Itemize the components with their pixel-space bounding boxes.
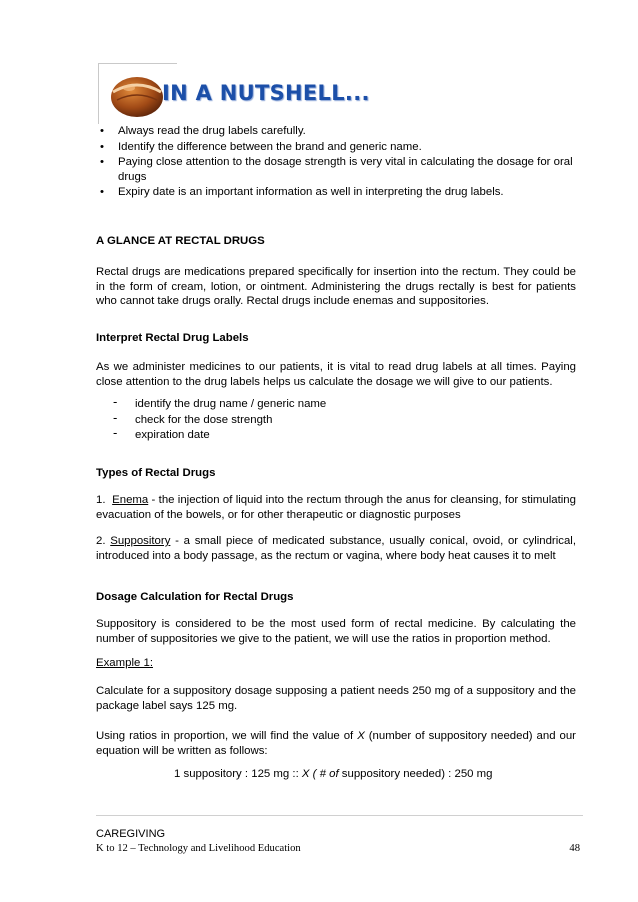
example-label: Example 1: xyxy=(96,657,153,669)
footer-divider xyxy=(96,815,583,816)
term-suppository: Suppository xyxy=(110,535,171,547)
paragraph-interpret-labels: As we administer medicines to our patients, it is vital to read drug labels at all times. Paying close attention to the drug labels helps us calculate the dosage we will give to our patients. xyxy=(96,361,576,388)
paragraph-suppository: 2. Suppository - a small piece of medicated substance, usually conical, ovoid, or cylindrical, introduced into a body passage, as the rectum or vagina, where body heat causes it to melt xyxy=(96,535,576,562)
bullet-item: • Paying close attention to the dosage strength is very vital in calculating the dosage for oral drugs xyxy=(100,156,573,183)
bullet-item: • Identify the difference between the brand and generic name. xyxy=(100,140,422,153)
footer-subject: CAREGIVING xyxy=(96,828,166,840)
section-heading-rectal-drugs: A GLANCE AT RECTAL DRUGS xyxy=(96,235,265,247)
list-item: - check for the dose strength xyxy=(113,409,273,426)
summary-bullet-list xyxy=(98,124,578,201)
footer-course: K to 12 – Technology and Livelihood Education xyxy=(96,843,301,854)
paragraph-ratio-intro: Using ratios in proportion, we will find the value of X (number of suppository needed) and our equation will be written as follows: xyxy=(96,730,576,757)
bullet-item: • Expiry date is an important information as well in interpreting the drug labels. xyxy=(100,186,504,199)
page-number: 48 xyxy=(569,843,580,854)
walnut-icon xyxy=(107,70,167,120)
label-check-list xyxy=(113,394,493,444)
section-heading-interpret-labels: Interpret Rectal Drug Labels xyxy=(96,332,249,344)
paragraph-rectal-drugs: Rectal drugs are medications prepared specifically for insertion into the rectum. They could be in the form of cream, lotion, or ointment. Administering the drugs rectally is best for patients who cannot take drugs orally. Rectal drugs include enemas and suppositories. xyxy=(96,266,576,308)
term-enema: Enema xyxy=(112,494,149,506)
paragraph-example: Calculate for a suppository dosage supposing a patient needs 250 mg of a suppository and the package label says 125 mg. xyxy=(96,685,576,712)
paragraph-enema: 1. Enema - the injection of liquid into the rectum through the anus for cleansing, for stimulating evacuation of the bowels, or for other therapeutic or diagnostic purposes xyxy=(96,494,576,521)
bullet-item: • Always read the drug labels carefully. xyxy=(100,125,306,137)
list-item: - expiration date xyxy=(113,425,210,441)
paragraph-dosage: Suppository is considered to be the most used form of rectal medicine. By calculating the number of suppositories we give to the patient, we will use the ratios in proportion method. xyxy=(96,618,576,645)
logo-title: IN A NUTSHELL... xyxy=(162,81,370,105)
section-heading-types: Types of Rectal Drugs xyxy=(96,467,216,479)
list-item: - identify the drug name / generic name xyxy=(113,394,327,410)
section-heading-dosage: Dosage Calculation for Rectal Drugs xyxy=(96,591,294,603)
equation: 1 suppository : 125 mg :: X ( # of suppository needed) : 250 mg xyxy=(174,768,493,780)
